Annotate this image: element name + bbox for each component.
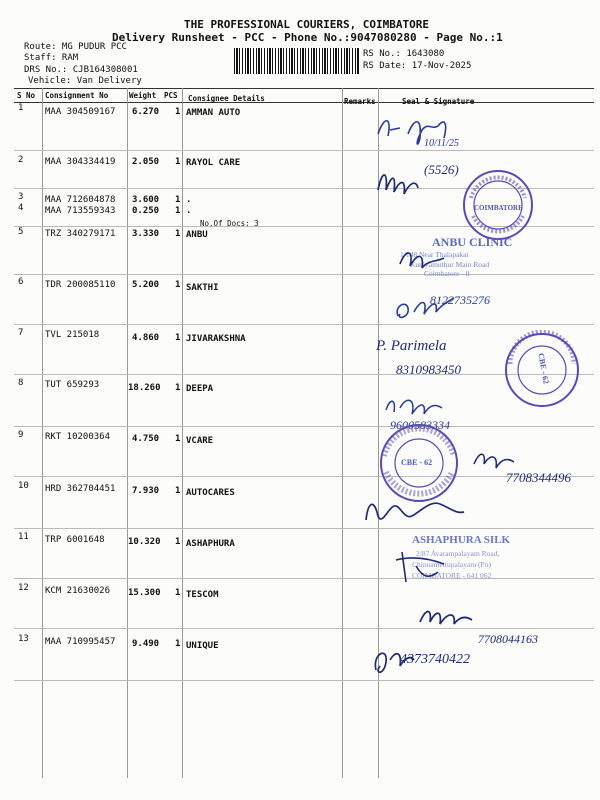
row-4-consignment: MAA 713559343 [45, 206, 116, 216]
row-6-consignee: SAKTHI [186, 283, 219, 293]
row-1-pcs: 1 [175, 107, 181, 117]
row-8-pcs: 1 [175, 383, 181, 393]
rs-number: RS No.: 1643080 [363, 49, 445, 59]
surgicals-stamp-text: CBE - 62 [401, 458, 433, 467]
col-consignment: Consignment No [45, 91, 109, 100]
row-3-consignee: . [186, 195, 192, 205]
row-12-signature [416, 600, 476, 630]
ashaphura-line1: 2/87 Avarampalayam Road, [416, 549, 500, 558]
row-2-pcs: 1 [175, 157, 181, 167]
row-13-consignee: UNIQUE [186, 641, 219, 651]
row-4-consignee: . [186, 206, 192, 216]
row-10-sno: 10 [18, 481, 29, 491]
row-2-note: (5526) [424, 162, 459, 177]
row-2-consignee: RAYOL CARE [186, 158, 241, 168]
col-sno: S No [17, 91, 36, 100]
row-11-pcs: 1 [175, 537, 181, 547]
row-13-consignment: MAA 710995457 [45, 637, 116, 647]
row-11-sno: 11 [18, 532, 29, 542]
hospital-stamp-text: COIMBATORE [474, 204, 523, 212]
row-11-consignment: TRP 6001648 [45, 535, 105, 545]
route-label: Route: MG PUDUR PCC [24, 42, 127, 52]
row-7-sno: 7 [18, 328, 24, 338]
row-10-consignment: HRD 362704451 [45, 484, 116, 494]
row-12-consignment: KCM 21630026 [45, 586, 111, 596]
row-1-rule [14, 150, 594, 151]
row-11-weight: 10.320 [128, 537, 161, 547]
row-2-weight: 2.050 [132, 157, 160, 167]
row-7-weight: 4.860 [132, 333, 160, 343]
row-7-consignment: TVL 215018 [45, 330, 100, 340]
row-12-sno: 12 [18, 583, 29, 593]
row-12-weight: 15.300 [128, 588, 161, 598]
row-12-pcs: 1 [175, 588, 181, 598]
table-header-rule [14, 102, 594, 103]
col-divider-2 [127, 88, 128, 778]
row-4-weight: 0.250 [132, 206, 160, 216]
row-3-pcs: 1 [175, 195, 181, 205]
row-8-weight: 18.260 [128, 383, 161, 393]
anbu-clinic-line3: Coimbatore - 8 [424, 269, 470, 278]
row-7-phone: 8310983450 [396, 362, 461, 377]
row-5-signature [396, 244, 456, 274]
row-12-consignee: TESCOM [186, 590, 219, 600]
row-9-pcs: 1 [175, 434, 181, 444]
col-weight: Weight [129, 91, 157, 100]
col-pcs: PCS [164, 91, 178, 100]
vehicle-label: Vehicle: Van Delivery [28, 76, 142, 86]
row-3-consignment: MAA 712604878 [45, 195, 116, 205]
no-of-docs: No.Of Docs: 3 [200, 219, 259, 228]
row-8-consignment: TUT 659293 [45, 380, 100, 390]
row-6-sno: 6 [18, 277, 24, 287]
rs-date: RS Date: 17-Nov-2025 [363, 61, 472, 71]
col-seal: Seal & Signature [402, 97, 475, 106]
row-9-phone: 7708344496 [506, 470, 571, 485]
row-3-weight: 3.600 [132, 195, 160, 205]
row-1-consignee: AMMAN AUTO [186, 108, 241, 118]
row-10-consignee: AUTOCARES [186, 488, 235, 498]
row-13-phone-1: 7708044163 [478, 632, 538, 646]
row-2-sno: 2 [18, 155, 24, 165]
row-8-consignee: DEEPA [186, 384, 214, 394]
row-10-pcs: 1 [175, 486, 181, 496]
anbu-clinic-title: ANBU CLINIC [432, 235, 513, 249]
row-9-consignee: VCARE [186, 436, 214, 446]
row-10-signature [360, 490, 470, 530]
row-1-consignment: MAA 304509167 [45, 107, 116, 117]
row-11-rule [14, 578, 594, 579]
col-divider-4 [342, 88, 343, 778]
row-5-sno: 5 [18, 227, 24, 237]
barcode [234, 48, 360, 74]
row-2-consignment: MAA 304334419 [45, 157, 116, 167]
row-6-weight: 5.200 [132, 280, 160, 290]
ashaphura-line3: COIMBATORE - 641 062 [412, 571, 492, 580]
runsheet-subtitle: Delivery Runsheet - PCC - Phone No.:9047080280 - Page No.:1 [112, 31, 503, 44]
row-5-consignee: ANBU [186, 230, 208, 240]
row-6-phone: 8122735276 [430, 293, 490, 307]
row-10-weight: 7.930 [132, 486, 160, 496]
ashaphura-line2: Chinnamettupalayam (Po) [412, 560, 491, 569]
row-12-rule [14, 628, 594, 629]
col-divider-3 [182, 88, 183, 778]
row-5-rule [14, 274, 594, 275]
row-8-phone: 9600583334 [390, 418, 450, 432]
row-7-name: P. Parimela [376, 338, 447, 354]
row-5-pcs: 1 [175, 229, 181, 239]
col-consignee: Consignee Details [188, 94, 265, 103]
row-6-rule [14, 324, 594, 325]
row-13-pcs: 1 [175, 639, 181, 649]
anbu-clinic-line2: Kuniyamuthur Main Road [410, 260, 490, 269]
row-4-pcs: 1 [175, 206, 181, 216]
row-9-weight: 4.750 [132, 434, 160, 444]
row-6-consignment: TDR 200085110 [45, 280, 116, 290]
row-10-rule [14, 528, 594, 529]
row-13-sno: 13 [18, 634, 29, 644]
row-7-consignee: JIVARAKSHNA [186, 334, 246, 344]
row-7-pcs: 1 [175, 333, 181, 343]
row-5-weight: 3.330 [132, 229, 160, 239]
row-5-consignment: TRZ 340279171 [45, 229, 116, 239]
row-1-weight: 6.270 [132, 107, 160, 117]
col-remarks: Remarks [344, 97, 376, 106]
anbu-clinic-line1: 1/148 Near Thalapakai [400, 250, 469, 259]
row-6-pcs: 1 [175, 280, 181, 290]
ashaphura-title: ASHAPHURA SILK [412, 534, 511, 546]
row-8-sno: 8 [18, 378, 24, 388]
drs-number: DRS No.: CJB164308001 [24, 65, 138, 75]
row-11-signature [392, 546, 472, 586]
row-9-sno: 9 [18, 430, 24, 440]
staff-label: Staff: RAM [24, 53, 79, 63]
row-8-rule [14, 426, 594, 427]
pharma-stamp-text: CBE - 62 [536, 352, 551, 385]
row-4-sno: 4 [18, 203, 24, 213]
row-1-sno: 1 [18, 103, 24, 113]
row-13-rule [14, 680, 594, 681]
row-13-weight: 9.490 [132, 639, 160, 649]
row-13-phone-2: 4373740422 [400, 652, 470, 667]
row-11-consignee: ASHAPHURA [186, 539, 235, 549]
row-1-date: 10/11/25 [424, 138, 459, 149]
company-title: THE PROFESSIONAL COURIERS, COIMBATORE [184, 18, 430, 31]
table-top-rule [14, 88, 594, 89]
col-divider-1 [42, 88, 43, 778]
row-9-consignment: RKT 10200364 [45, 432, 111, 442]
row-3-sno: 3 [18, 192, 24, 202]
